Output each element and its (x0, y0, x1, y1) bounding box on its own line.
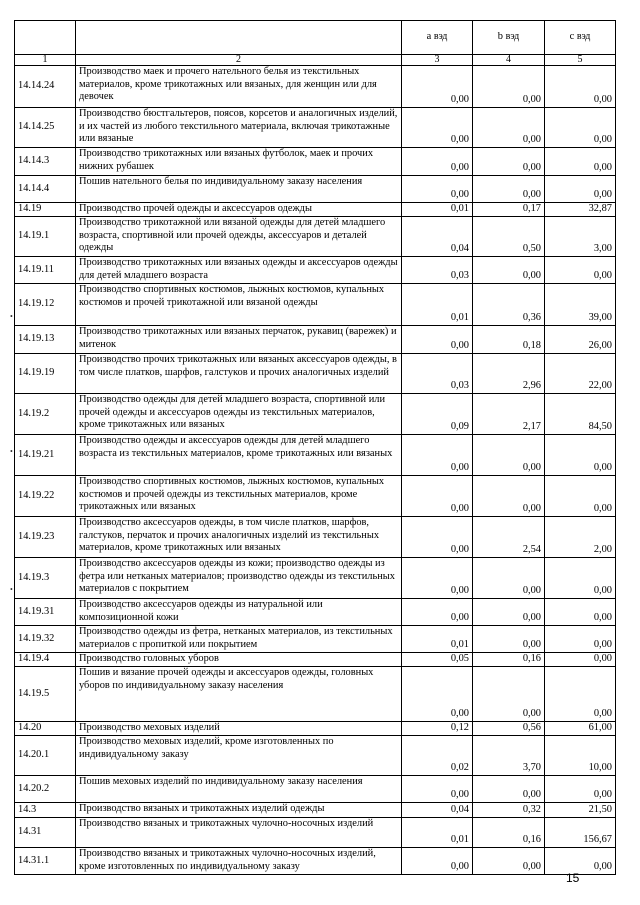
activity-code-cell: 14.19.1 (15, 217, 76, 257)
table-row (15, 284, 616, 326)
activity-code-cell: 14.19.23 (15, 517, 76, 558)
activity-name-cell: Производство трикотажных или вязаных перчаток, рукавиц (варежек) и митенок (76, 326, 402, 354)
activity-code-cell: 14.20.2 (15, 776, 76, 803)
activity-code-cell: 14.19.2 (15, 394, 76, 435)
table-row (15, 435, 616, 476)
value-b-cell: 0,17 (473, 203, 545, 217)
header-code-cell (15, 21, 76, 55)
column-number-row (15, 55, 616, 66)
value-a-cell: 0,00 (402, 599, 473, 626)
table-row (15, 476, 616, 517)
column-number: 5 (545, 55, 616, 66)
header-row (15, 21, 616, 55)
activity-code-cell: 14.19.31 (15, 599, 76, 626)
value-b-cell: 0,00 (473, 667, 545, 722)
activity-name-cell: Производство спортивных костюмов, лыжных костюмов, купальных костюмов и прочей трикотажной или вязаной одежды (76, 284, 402, 326)
activity-name-cell: Производство меховых изделий, кроме изготовленных по индивидуальному заказу (76, 736, 402, 776)
activity-name-cell: Пошив меховых изделий по индивидуальному заказу населения (76, 776, 402, 803)
value-a-cell: 0,00 (402, 848, 473, 875)
table-row (15, 653, 616, 667)
value-b-cell: 2,54 (473, 517, 545, 558)
activity-code-cell: 14.20.1 (15, 736, 76, 776)
activity-code-cell: 14.19.11 (15, 257, 76, 284)
activity-name-cell: Производство бюстгальтеров, поясов, корсетов и аналогичных изделий, и их частей из любого текстильного материала, включая трикотажные или вязаные (76, 108, 402, 148)
value-a-cell: 0,12 (402, 722, 473, 736)
value-c-cell: 32,87 (545, 203, 616, 217)
value-c-cell: 0,00 (545, 558, 616, 599)
value-a-cell: 0,01 (402, 284, 473, 326)
activity-code-cell: 14.19.12 (15, 284, 76, 326)
value-c-cell: 39,00 (545, 284, 616, 326)
header-name-cell (76, 21, 402, 55)
value-c-cell: 0,00 (545, 476, 616, 517)
table-row (15, 394, 616, 435)
value-c-cell: 22,00 (545, 354, 616, 394)
value-b-cell: 0,36 (473, 284, 545, 326)
value-a-cell: 0,09 (402, 394, 473, 435)
value-c-cell: 26,00 (545, 326, 616, 354)
value-b-cell: 0,18 (473, 326, 545, 354)
activity-code-cell: 14.19.22 (15, 476, 76, 517)
value-a-cell: 0,00 (402, 776, 473, 803)
table-row (15, 148, 616, 176)
value-c-cell: 0,00 (545, 599, 616, 626)
value-c-cell: 0,00 (545, 626, 616, 653)
activity-code-cell: 14.14.24 (15, 66, 76, 108)
header-col-a: a вэд (402, 21, 473, 55)
value-a-cell: 0,00 (402, 326, 473, 354)
activity-code-cell: 14.19.3 (15, 558, 76, 599)
value-a-cell: 0,00 (402, 108, 473, 148)
table-row (15, 203, 616, 217)
value-a-cell: 0,00 (402, 667, 473, 722)
table-row (15, 217, 616, 257)
activity-name-cell: Производство прочей одежды и аксессуаров одежды (76, 203, 402, 217)
table-row (15, 848, 616, 875)
margin-mark: • (10, 312, 13, 321)
activity-code-cell: 14.19.19 (15, 354, 76, 394)
value-c-cell: 0,00 (545, 66, 616, 108)
activity-name-cell: Производство вязаных и трикотажных чулочно-носочных изделий, кроме изготовленных по индивидуальному заказу (76, 848, 402, 875)
header-col-c: c вэд (545, 21, 616, 55)
value-c-cell: 10,00 (545, 736, 616, 776)
value-a-cell: 0,01 (402, 626, 473, 653)
value-b-cell: 0,00 (473, 108, 545, 148)
value-a-cell: 0,00 (402, 517, 473, 558)
value-a-cell: 0,01 (402, 203, 473, 217)
activity-name-cell: Производство трикотажных или вязаных одежды и аксессуаров одежды для детей младшего возраста (76, 257, 402, 284)
value-a-cell: 0,03 (402, 257, 473, 284)
value-b-cell: 2,96 (473, 354, 545, 394)
value-a-cell: 0,03 (402, 354, 473, 394)
activity-code-cell: 14.14.3 (15, 148, 76, 176)
activity-code-cell: 14.20 (15, 722, 76, 736)
value-a-cell: 0,00 (402, 66, 473, 108)
value-b-cell: 0,00 (473, 599, 545, 626)
margin-mark: • (10, 585, 13, 594)
table-row (15, 176, 616, 203)
value-a-cell: 0,00 (402, 148, 473, 176)
table-row (15, 257, 616, 284)
activity-code-cell: 14.19 (15, 203, 76, 217)
value-b-cell: 2,17 (473, 394, 545, 435)
value-c-cell: 156,67 (545, 818, 616, 848)
value-b-cell: 0,16 (473, 818, 545, 848)
value-a-cell: 0,00 (402, 476, 473, 517)
table-row (15, 599, 616, 626)
value-c-cell: 0,00 (545, 257, 616, 284)
activity-name-cell: Производство одежды для детей младшего возраста, спортивной или прочей одежды и аксессуаров одежды из текстильных материалов, кроме трикотажных или вязаных (76, 394, 402, 435)
okved-coefficients-table (14, 20, 616, 875)
value-b-cell: 0,00 (473, 435, 545, 476)
activity-name-cell: Производство головных уборов (76, 653, 402, 667)
table-row (15, 776, 616, 803)
value-b-cell: 0,00 (473, 558, 545, 599)
table-body (15, 66, 616, 875)
value-c-cell: 84,50 (545, 394, 616, 435)
value-b-cell: 0,00 (473, 848, 545, 875)
value-a-cell: 0,04 (402, 217, 473, 257)
value-c-cell: 0,00 (545, 653, 616, 667)
value-c-cell: 3,00 (545, 217, 616, 257)
value-b-cell: 0,00 (473, 66, 545, 108)
column-number: 1 (15, 55, 76, 66)
value-a-cell: 0,05 (402, 653, 473, 667)
table-row (15, 558, 616, 599)
column-number: 2 (76, 55, 402, 66)
value-b-cell: 0,00 (473, 176, 545, 203)
activity-name-cell: Производство вязаных и трикотажных изделий одежды (76, 803, 402, 818)
activity-code-cell: 14.31.1 (15, 848, 76, 875)
activity-code-cell: 14.14.25 (15, 108, 76, 148)
value-b-cell: 0,00 (473, 476, 545, 517)
value-a-cell: 0,00 (402, 558, 473, 599)
activity-code-cell: 14.31 (15, 818, 76, 848)
activity-code-cell: 14.19.13 (15, 326, 76, 354)
value-b-cell: 0,56 (473, 722, 545, 736)
value-c-cell: 2,00 (545, 517, 616, 558)
value-c-cell: 0,00 (545, 435, 616, 476)
table-row (15, 803, 616, 818)
value-c-cell: 0,00 (545, 848, 616, 875)
activity-name-cell: Производство одежды из фетра, нетканых материалов, из текстильных материалов с пропиткой или покрытием (76, 626, 402, 653)
value-b-cell: 0,00 (473, 148, 545, 176)
activity-name-cell: Производство маек и прочего нательного белья из текстильных материалов, кроме трикотажных или вязаных, для женщин или для девочек (76, 66, 402, 108)
activity-name-cell: Производство вязаных и трикотажных чулочно-носочных изделий (76, 818, 402, 848)
page-number: 15 (566, 871, 580, 885)
table-row (15, 108, 616, 148)
value-b-cell: 0,00 (473, 257, 545, 284)
value-a-cell: 0,01 (402, 818, 473, 848)
activity-name-cell: Производство аксессуаров одежды, в том числе платков, шарфов, галстуков, перчаток и прочих аналогичных изделий из текстильных материалов, кроме трикотажных или вязаных (76, 517, 402, 558)
table-row (15, 326, 616, 354)
table-row (15, 354, 616, 394)
value-c-cell: 0,00 (545, 776, 616, 803)
value-b-cell: 0,50 (473, 217, 545, 257)
header-col-b: b вэд (473, 21, 545, 55)
column-number: 3 (402, 55, 473, 66)
activity-code-cell: 14.19.32 (15, 626, 76, 653)
activity-code-cell: 14.19.21 (15, 435, 76, 476)
value-c-cell: 0,00 (545, 148, 616, 176)
activity-name-cell: Производство аксессуаров одежды из кожи; производство одежды из фетра или нетканых материалов; производство одежды из текстильных материалов с покрытием (76, 558, 402, 599)
value-a-cell: 0,00 (402, 176, 473, 203)
table-row (15, 667, 616, 722)
activity-name-cell: Производство прочих трикотажных или вязаных аксессуаров одежды, в том числе платков, шарфов, галстуков и прочих аналогичных изделий (76, 354, 402, 394)
value-c-cell: 0,00 (545, 176, 616, 203)
value-a-cell: 0,00 (402, 435, 473, 476)
activity-code-cell: 14.19.4 (15, 653, 76, 667)
value-b-cell: 0,00 (473, 776, 545, 803)
activity-name-cell: Производство аксессуаров одежды из натуральной или композиционной кожи (76, 599, 402, 626)
table-row (15, 736, 616, 776)
value-c-cell: 0,00 (545, 667, 616, 722)
table-row (15, 66, 616, 108)
activity-name-cell: Производство спортивных костюмов, лыжных костюмов, купальных костюмов и прочей одежды из текстильных материалов, кроме трикотажных или вязаных (76, 476, 402, 517)
table-row (15, 722, 616, 736)
activity-name-cell: Пошив нательного белья по индивидуальному заказу населения (76, 176, 402, 203)
column-number: 4 (473, 55, 545, 66)
activity-code-cell: 14.19.5 (15, 667, 76, 722)
margin-mark: • (10, 447, 13, 456)
table-row (15, 818, 616, 848)
value-b-cell: 0,16 (473, 653, 545, 667)
value-a-cell: 0,04 (402, 803, 473, 818)
table-row (15, 517, 616, 558)
activity-name-cell: Производство трикотажной или вязаной одежды для детей младшего возраста, спортивной или прочей одежды, аксессуаров и деталей одежды (76, 217, 402, 257)
value-c-cell: 61,00 (545, 722, 616, 736)
activity-name-cell: Пошив и вязание прочей одежды и аксессуаров одежды, головных уборов по индивидуальному заказу населения (76, 667, 402, 722)
value-c-cell: 21,50 (545, 803, 616, 818)
value-a-cell: 0,02 (402, 736, 473, 776)
activity-name-cell: Производство одежды и аксессуаров одежды для детей младшего возраста из текстильных материалов, кроме трикотажных или вязаных (76, 435, 402, 476)
value-b-cell: 0,00 (473, 626, 545, 653)
value-b-cell: 3,70 (473, 736, 545, 776)
activity-code-cell: 14.14.4 (15, 176, 76, 203)
table-row (15, 626, 616, 653)
activity-name-cell: Производство трикотажных или вязаных футболок, маек и прочих нижних рубашек (76, 148, 402, 176)
value-c-cell: 0,00 (545, 108, 616, 148)
value-b-cell: 0,32 (473, 803, 545, 818)
activity-name-cell: Производство меховых изделий (76, 722, 402, 736)
activity-code-cell: 14.3 (15, 803, 76, 818)
